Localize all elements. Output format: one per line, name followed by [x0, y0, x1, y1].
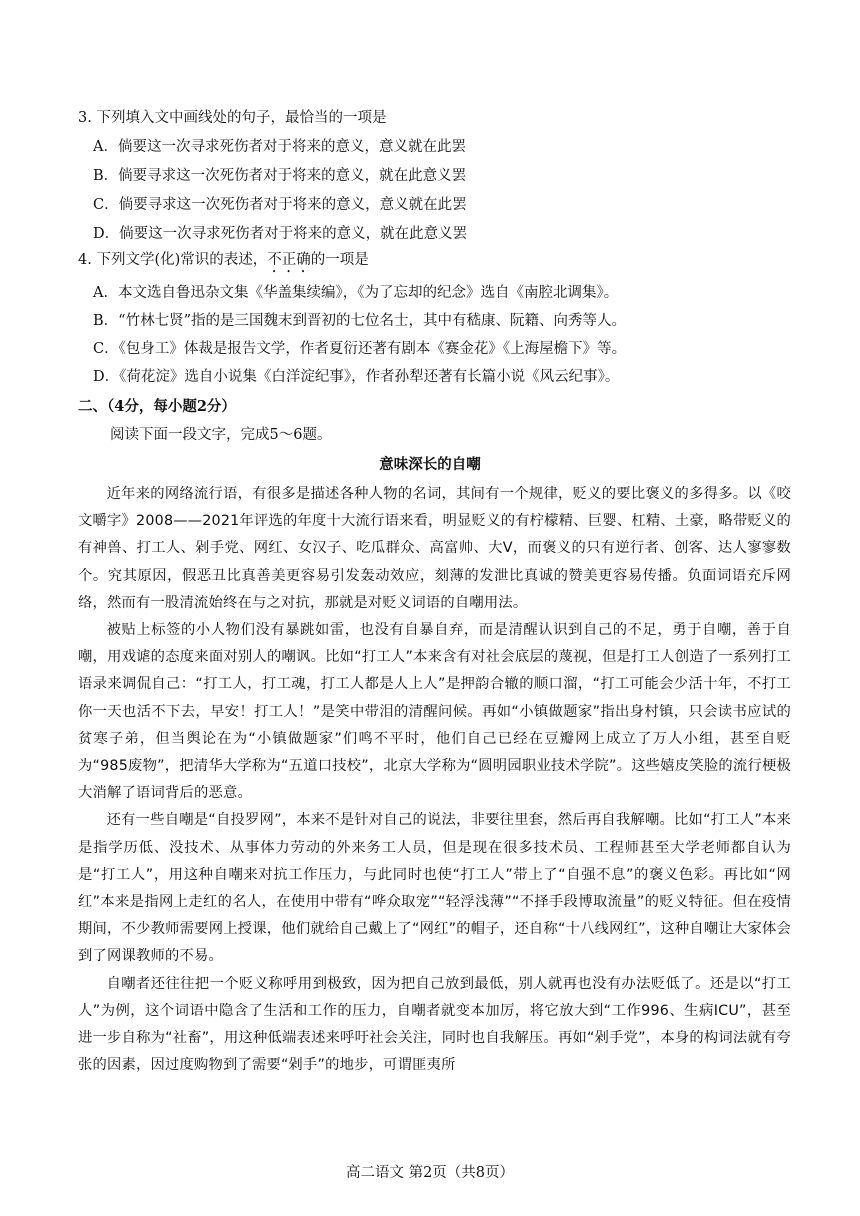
question-4-option-a: A．本文选自鲁迅杂文集《华盖集续编》，《为了忘却的纪念》选自《南腔北调集》。 [93, 285, 619, 301]
question-4-emphasis: 不正确 [267, 252, 311, 268]
question-4-stem-pre: 4. 下列文学(化)常识的表述， [78, 252, 268, 268]
article-paragraph: 被贴上标签的小人物们没有暴跳如雷，也没有自暴自弃，而是清醒认识到自己的不足，勇于自嘲，善于自嘲，用戏谑的态度来面对别人的嘲讽。比如“打工人”本来含有对社会底层的蔑视，但是打工人创造了一系列打工语录来调侃自己：“打工人，打工魂，打工人都是人上人”是押韵合辙的顺口溜，“打工可能会少活十年，不打工你一天也活不下去，早安！打工人！”是笑中带泪的清醒问候。再如“小镇做题家”指出身村镇，只会读书应试的贫寒子弟，但当舆论在为“小镇做题家”们鸣不平时，他们自己已经在豆瓣网上成立了万人小组，甚至自贬为“985废物”，把清华大学称为“五道口技校”，北京大学称为“圆明园职业技术学院”。这些嬉皮笑脸的流行梗极大消解了语词背后的恶意。 [78, 622, 791, 802]
question-3-stem: 3. 下列填入文中画线处的句子，最恰当的一项是 [78, 110, 387, 126]
question-3-option-d: D．倘要这一次寻求死伤者对于将来的意义，就在此意义罢 [93, 226, 468, 242]
section-2-heading: 二、（4分，每小题2分） [78, 398, 236, 415]
article-title: 意味深长的自嘲 [379, 456, 481, 473]
page-footer: 高二语文 第2页（共8页） [345, 1165, 515, 1181]
question-4-stem-post: 的一项是 [310, 252, 369, 268]
article-body [78, 481, 791, 1079]
question-3-option-c: C．倘要寻求这一次死伤者对于将来的意义，意义就在此罢 [93, 197, 467, 213]
article-paragraph: 近年来的网络流行语，有很多是描述各种人物的名词，其间有一个规律，贬义的要比褒义的多得多。以《咬文嚼字》2008——2021年评选的年度十大流行语来看，明显贬义的有柠檬精、巨婴、杠精、土豪，略带贬义的有神兽、打工人、剁手党、网红、女汉子、吃瓜群众、高富帅、大V，而褒义的只有逆行者、创客、达人寥寥数个。究其原因，假恶丑比真善美更容易引发轰动效应，刻薄的发泄比真诚的赞美更容易传播。负面词语充斥网络，然而有一股清流始终在与之对抗，那就是对贬义词语的自嘲用法。 [78, 486, 791, 611]
article-paragraph: 自嘲者还往往把一个贬义称呼用到极致，因为把自己放到最低，别人就再也没有办法贬低了。还是以“打工人”为例，这个词语中隐含了生活和工作的压力，自嘲者就变本加厉，将它放大到“工作996、生病ICU”，甚至进一步自称为“社畜”，用这种低端表述来呼吁社会关注，同时也自我解压。再如“剁手党”，本身的构词法就有夸张的因素，因过度购物到了需要“剁手”的地步，可谓匪夷所 [78, 975, 791, 1074]
question-4-stem [78, 250, 369, 276]
question-4-option-d: D．《荷花淀》选自小说集《白洋淀纪事》，作者孙犁还著有长篇小说《风云纪事》。 [93, 369, 620, 385]
question-4-option-b: B．“竹林七贤”指的是三国魏末到晋初的七位名士，其中有嵇康、阮籍、向秀等人。 [93, 313, 626, 329]
question-3-option-b: B．倘要寻求这一次死伤者对于将来的意义，就在此意义罢 [93, 168, 467, 184]
question-3-option-a: A．倘要这一次寻求死伤者对于将来的意义，意义就在此罢 [93, 139, 466, 155]
section-2-instruction: 阅读下面一段文字，完成5～6题。 [110, 427, 332, 443]
article-paragraph: 还有一些自嘲是“自投罗网”，本来不是针对自己的说法，非要往里套，然后再自我解嘲。比如“打工人”本来是指学历低、没技术、从事体力劳动的外来务工人员，但是现在很多技术员、工程师甚至大学老师都自认为是“打工人”，用这种自嘲来对抗工作压力，与此同时也使“打工人”带上了“自强不息”的褒义色彩。再比如“网红”本来是指网上走红的名人，在使用中带有“哗众取宠”“轻浮浅薄”“不择手段博取流量”的贬义特征。但在疫情期间，不少教师需要网上授课，他们就给自己戴上了“网红”的帽子，还自称“十八线网红”，这种自嘲让大家体会到了网课教师的不易。 [78, 812, 791, 965]
question-4-option-c: C．《包身工》体裁是报告文学，作者夏衍还著有剧本《赛金花》《上海屋檐下》等。 [93, 341, 627, 357]
